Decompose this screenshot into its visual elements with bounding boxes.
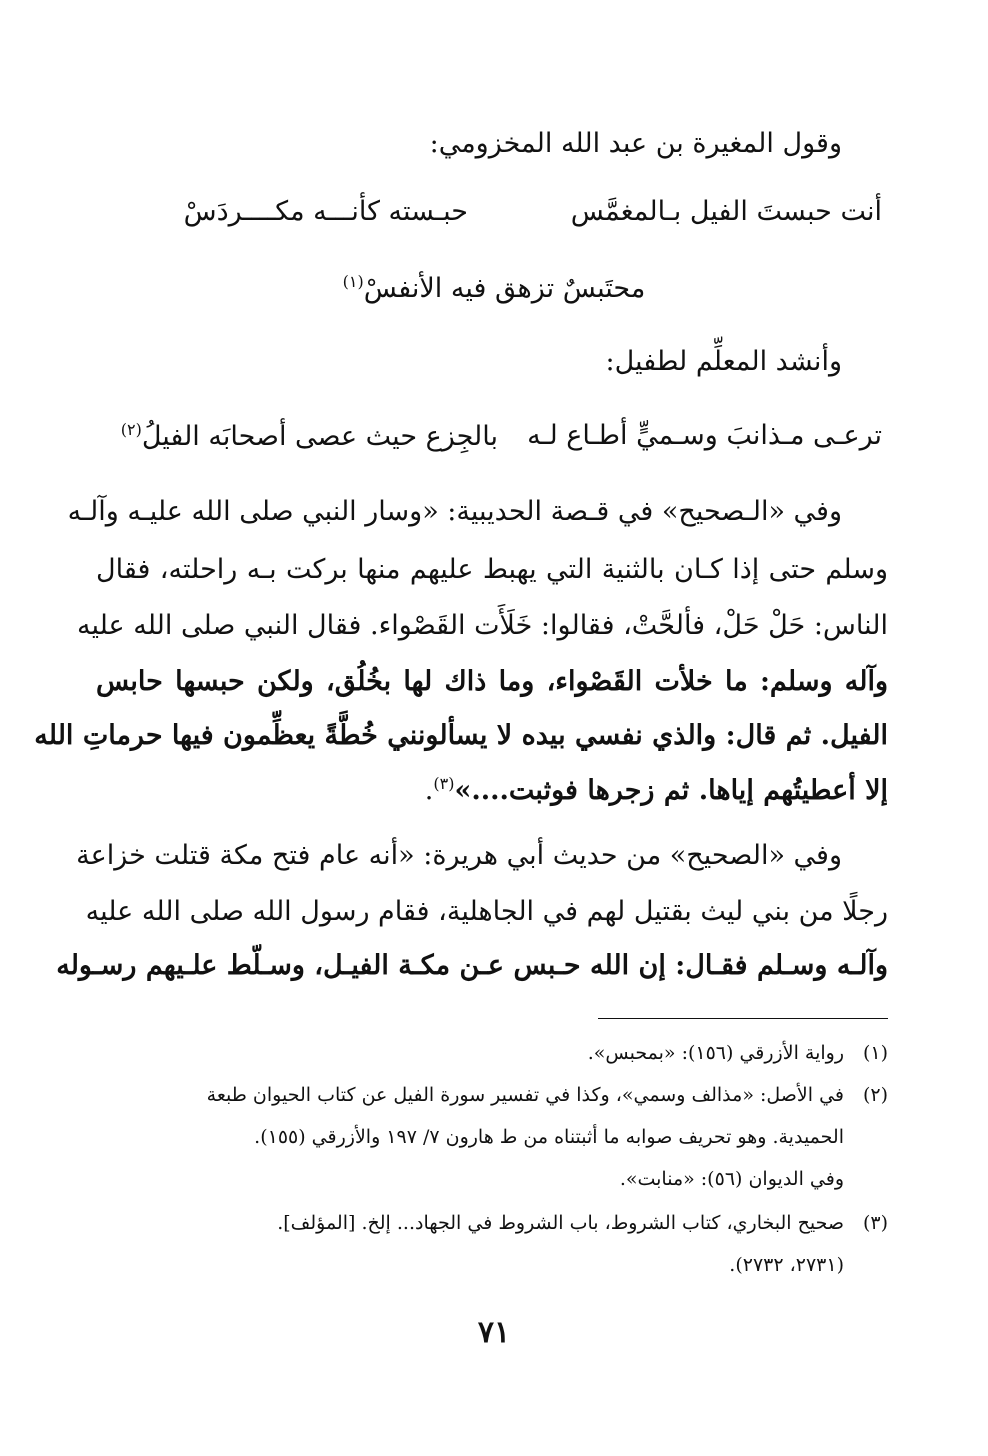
footnote-1-number: (١)	[862, 1042, 888, 1064]
verse-2	[0, 272, 988, 304]
footnote-ref-1: (١)	[342, 272, 364, 291]
footnote-3-text-line-2: (٢٧٣١، ٢٧٣٢).	[729, 1254, 844, 1276]
paragraph-1-line-6	[0, 774, 988, 806]
paragraph-1-line-3: الناس: حَلْ حَلْ، فألحَّتْ، فقالوا: خَلَأَت القَصْواء. فقال النبي صلى الله عليه	[76, 610, 888, 641]
paragraph-1-line-4: وآله وسلم: ما خلأت القَصْواء، وما ذاك لها بخُلُق، ولكن حبسها حابس	[96, 666, 888, 697]
footnote-2-text-line-1: في الأصل: «مذالف وسمي»، وكذا في تفسير سورة الفيل عن كتاب الحيوان طبعة	[206, 1084, 844, 1106]
footnote-separator	[598, 1018, 888, 1019]
footnote-3-text-line-1: صحيح البخاري، كتاب الشروط، باب الشروط في الجهاد... إلخ. [المؤلف].	[277, 1212, 844, 1234]
verse-3-first-hemistich: ترعـى مـذانبَ وسـميٍّ أطـاع لـه	[527, 420, 882, 451]
verse-3-second-text: بالجِزع حيث عصى أصحابَه الفيلُ	[141, 421, 498, 452]
footnote-3-number: (٣)	[862, 1212, 888, 1234]
paragraph-1-line-1: وفي «الـصحيح» في قـصة الحديبية: «وسار النبي صلى الله عليـه وآلـه	[67, 496, 842, 527]
paragraph-1-line-5: الفيل. ثم قال: والذي نفسي بيده لا يسألونني خُطَّةً يعظِّمون فيها حرماتِ الله	[34, 720, 888, 751]
footnote-2-text-line-2: الحميدية. وهو تحريف صوابه ما أثبتناه من ط هارون ٧/ ١٩٧ والأزرقي (١٥٥).	[254, 1126, 844, 1148]
poem-intro-mughira: وقول المغيرة بن عبد الله المخزومي:	[429, 128, 842, 159]
verse-1-first-hemistich: أنت حبستَ الفيل بـالمغمَّس	[570, 196, 882, 227]
verse-2-text: محتَبسٌ تزهق فيه الأنفسْ	[363, 273, 646, 304]
paragraph-1-end-period: .	[424, 775, 434, 806]
paragraph-2-line-2: رجلًا من بني ليث بقتيل لهم في الجاهلية، فقام رسول الله صلى الله عليه	[85, 896, 888, 927]
footnote-2-text-line-3: وفي الديوان (٥٦): «منابت».	[619, 1168, 844, 1190]
footnote-1	[96, 1042, 888, 1064]
footnote-ref-2: (٢)	[120, 420, 142, 439]
paragraph-2-line-3: وآلـه وسـلم فقـال: إن الله حـبس عـن مكـة الفيـل، وسـلّط علـيهم رسـوله	[56, 950, 888, 981]
verse-3-second-hemistich	[121, 420, 498, 452]
footnote-ref-3: (٣)	[433, 774, 455, 793]
paragraph-1-line-2: وسلم حتى إذا كـان بالثنية التي يهبط عليهم منها بركت بـه راحلته، فقال	[96, 554, 888, 585]
footnote-2	[96, 1084, 888, 1106]
poem-intro-tufayl: وأنشد المعلِّم لطفيل:	[605, 346, 842, 377]
footnote-1-text: رواية الأزرقي (١٥٦): «بمحبس».	[587, 1042, 844, 1064]
paragraph-1-line-6-text: إلا أعطيتُهم إياها. ثم زجرها فوثبت....»	[454, 775, 888, 806]
page-number: ٧١	[477, 1315, 511, 1350]
footnote-3	[96, 1212, 888, 1234]
paragraph-2-line-1: وفي «الصحيح» من حديث أبي هريرة: «أنه عام فتح مكة قتلت خزاعة	[76, 840, 842, 871]
footnote-2-number: (٢)	[862, 1084, 888, 1106]
verse-1-second-hemistich: حبـسته كأنـــه مكــــردَسْ	[183, 196, 468, 227]
